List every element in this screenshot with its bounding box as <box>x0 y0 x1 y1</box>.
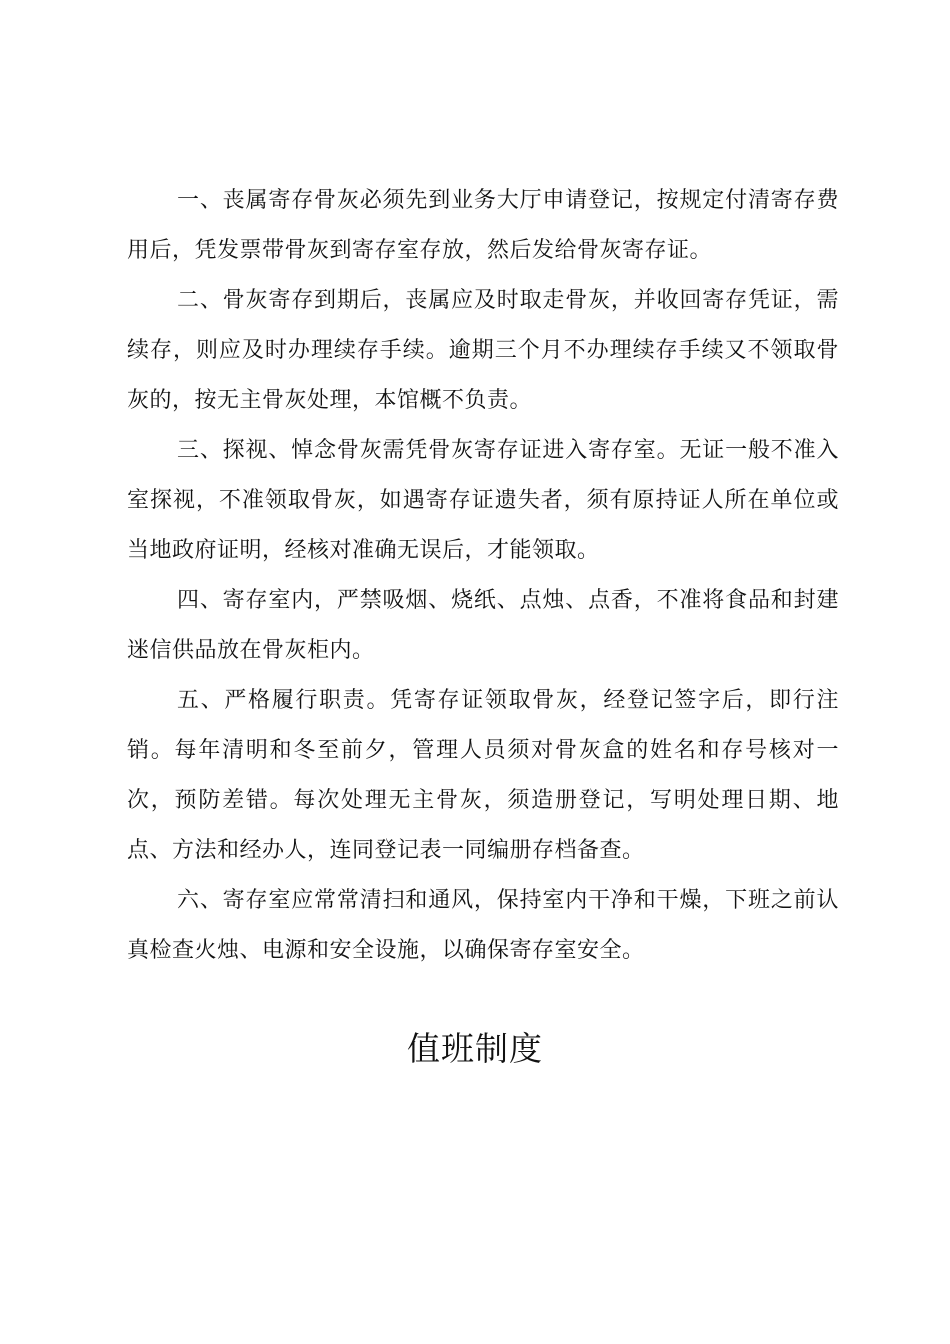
rule-paragraph-6: 六、寄存室应常常清扫和通风，保持室内干净和干燥，下班之前认真检查火烛、电源和安全设施，以确保寄存室安全。 <box>127 888 839 963</box>
rule-paragraph-3: 三、探视、悼念骨灰需凭骨灰寄存证进入寄存室。无证一般不准入室探视，不准领取骨灰，如遇寄存证遗失者，须有原持证人所在单位或当地政府证明，经核对准确无误后，才能领取。 <box>127 438 839 563</box>
rule-paragraph-4: 四、寄存室内，严禁吸烟、烧纸、点烛、点香，不准将食品和封建迷信供品放在骨灰柜内。 <box>127 588 839 663</box>
rule-paragraph-2: 二、骨灰寄存到期后，丧属应及时取走骨灰，并收回寄存凭证，需续存，则应及时办理续存手续。逾期三个月不办理续存手续又不领取骨灰的，按无主骨灰处理，本馆概不负责。 <box>127 288 839 413</box>
section-title: 值班制度 <box>407 1029 543 1068</box>
rule-paragraph-5: 五、严格履行职责。凭寄存证领取骨灰，经登记签字后，即行注销。每年清明和冬至前夕，管理人员须对骨灰盒的姓名和存号核对一次，预防差错。每次处理无主骨灰，须造册登记，写明处理日期、地点、方法和经办人，连同登记表一同编册存档备查。 <box>127 688 839 863</box>
rules-body <box>127 176 839 976</box>
rule-paragraph-1: 一、丧属寄存骨灰必须先到业务大厅申请登记，按规定付清寄存费用后，凭发票带骨灰到寄存室存放，然后发给骨灰寄存证。 <box>127 188 839 263</box>
